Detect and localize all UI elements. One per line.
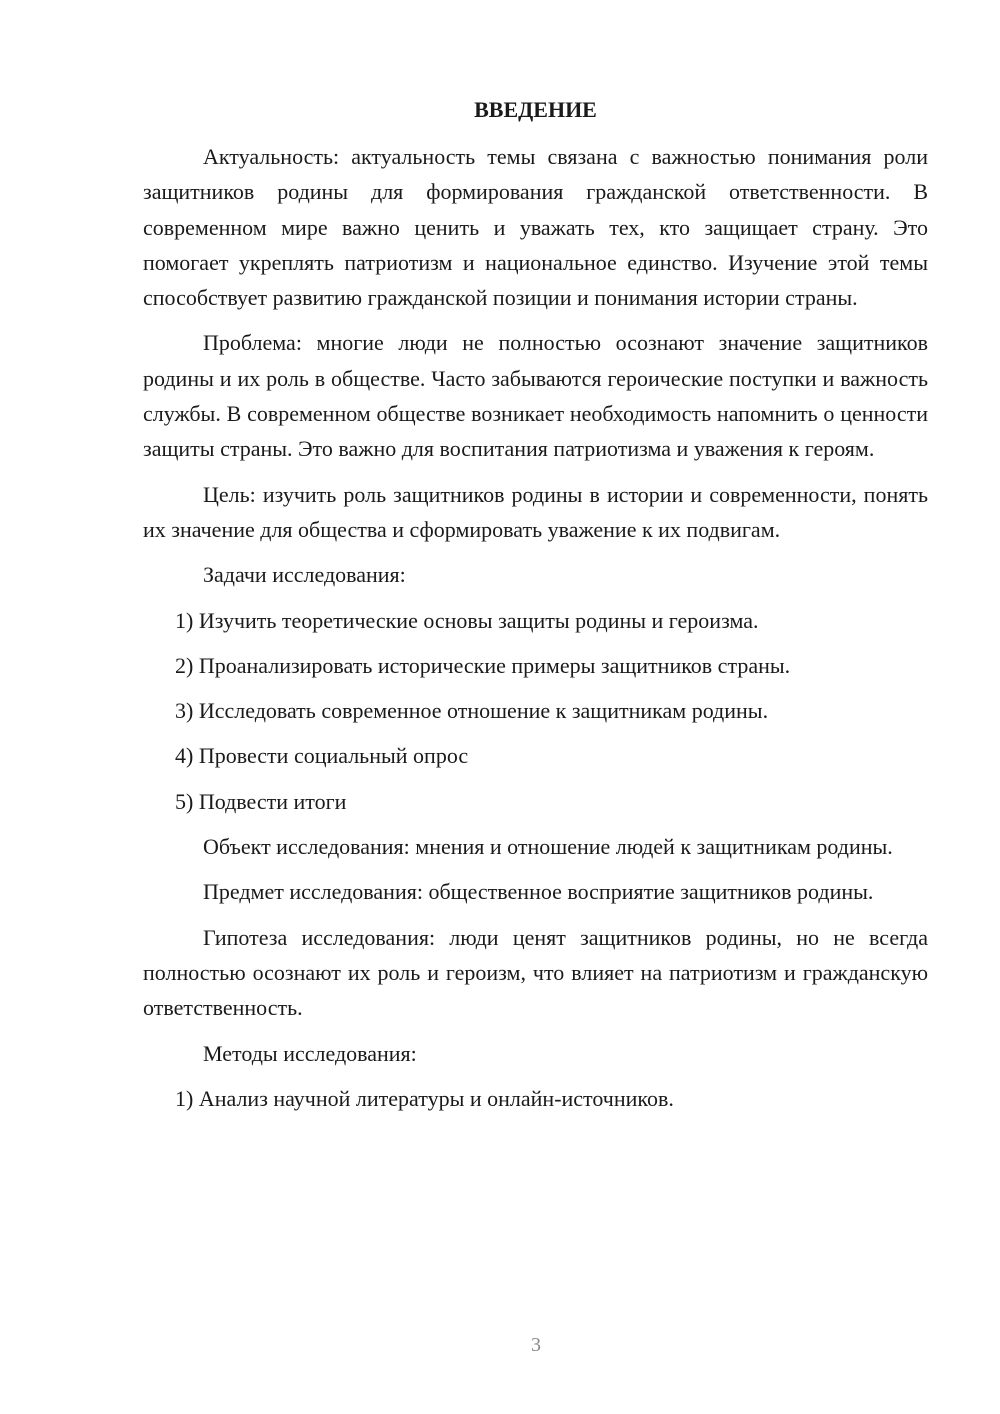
relevance-paragraph: Актуальность: актуальность темы связана с важностью понимания роли защитников родины для формирования гражданской ответственности. В современном мире важно ценить и уважать тех, кто защищает страну. Это помогает укреплять патриотизм и национальное единство. Изучение этой темы способствует развитию гражданской позиции и понимания истории страны.	[143, 144, 928, 311]
page-title: ВВЕДЕНИЕ	[474, 97, 597, 122]
list-item: 2) Проанализировать исторические примеры защитников страны.	[175, 652, 791, 678]
object-paragraph: Объект исследования: мнения и отношение людей к защитникам родины.	[203, 834, 893, 860]
goal-paragraph: Цель: изучить роль защитников родины в истории и современности, понять их значение для общества и сформировать уважение к их подвигам.	[143, 481, 928, 542]
document-body	[143, 95, 928, 1126]
methods-list	[143, 1081, 928, 1116]
tasks-list	[143, 603, 928, 819]
list-item: 5) Подвести итоги	[175, 788, 347, 814]
list-item: 1) Анализ научной литературы и онлайн-источников.	[175, 1085, 674, 1111]
hypothesis-paragraph: Гипотеза исследования: люди ценят защитников родины, но не всегда полностью осознают их роль и героизм, что влияет на патриотизм и гражданскую ответственность.	[143, 924, 928, 1021]
tasks-heading: Задачи исследования:	[203, 562, 406, 588]
problem-paragraph: Проблема: многие люди не полностью осознают значение защитников родины и их роль в обществе. Часто забываются героические поступки и важность службы. В современном обществе возникает необходимость напомнить о ценности защиты страны. Это важно для воспитания патриотизма и уважения к героям.	[143, 330, 928, 462]
page-number: 3	[531, 1334, 541, 1356]
list-item: 1) Изучить теоретические основы защиты родины и героизма.	[175, 607, 759, 633]
list-item: 4) Провести социальный опрос	[175, 743, 469, 769]
list-item: 3) Исследовать современное отношение к защитникам родины.	[175, 698, 769, 724]
methods-heading: Методы исследования:	[203, 1040, 417, 1066]
subject-paragraph: Предмет исследования: общественное восприятие защитников родины.	[203, 879, 874, 905]
